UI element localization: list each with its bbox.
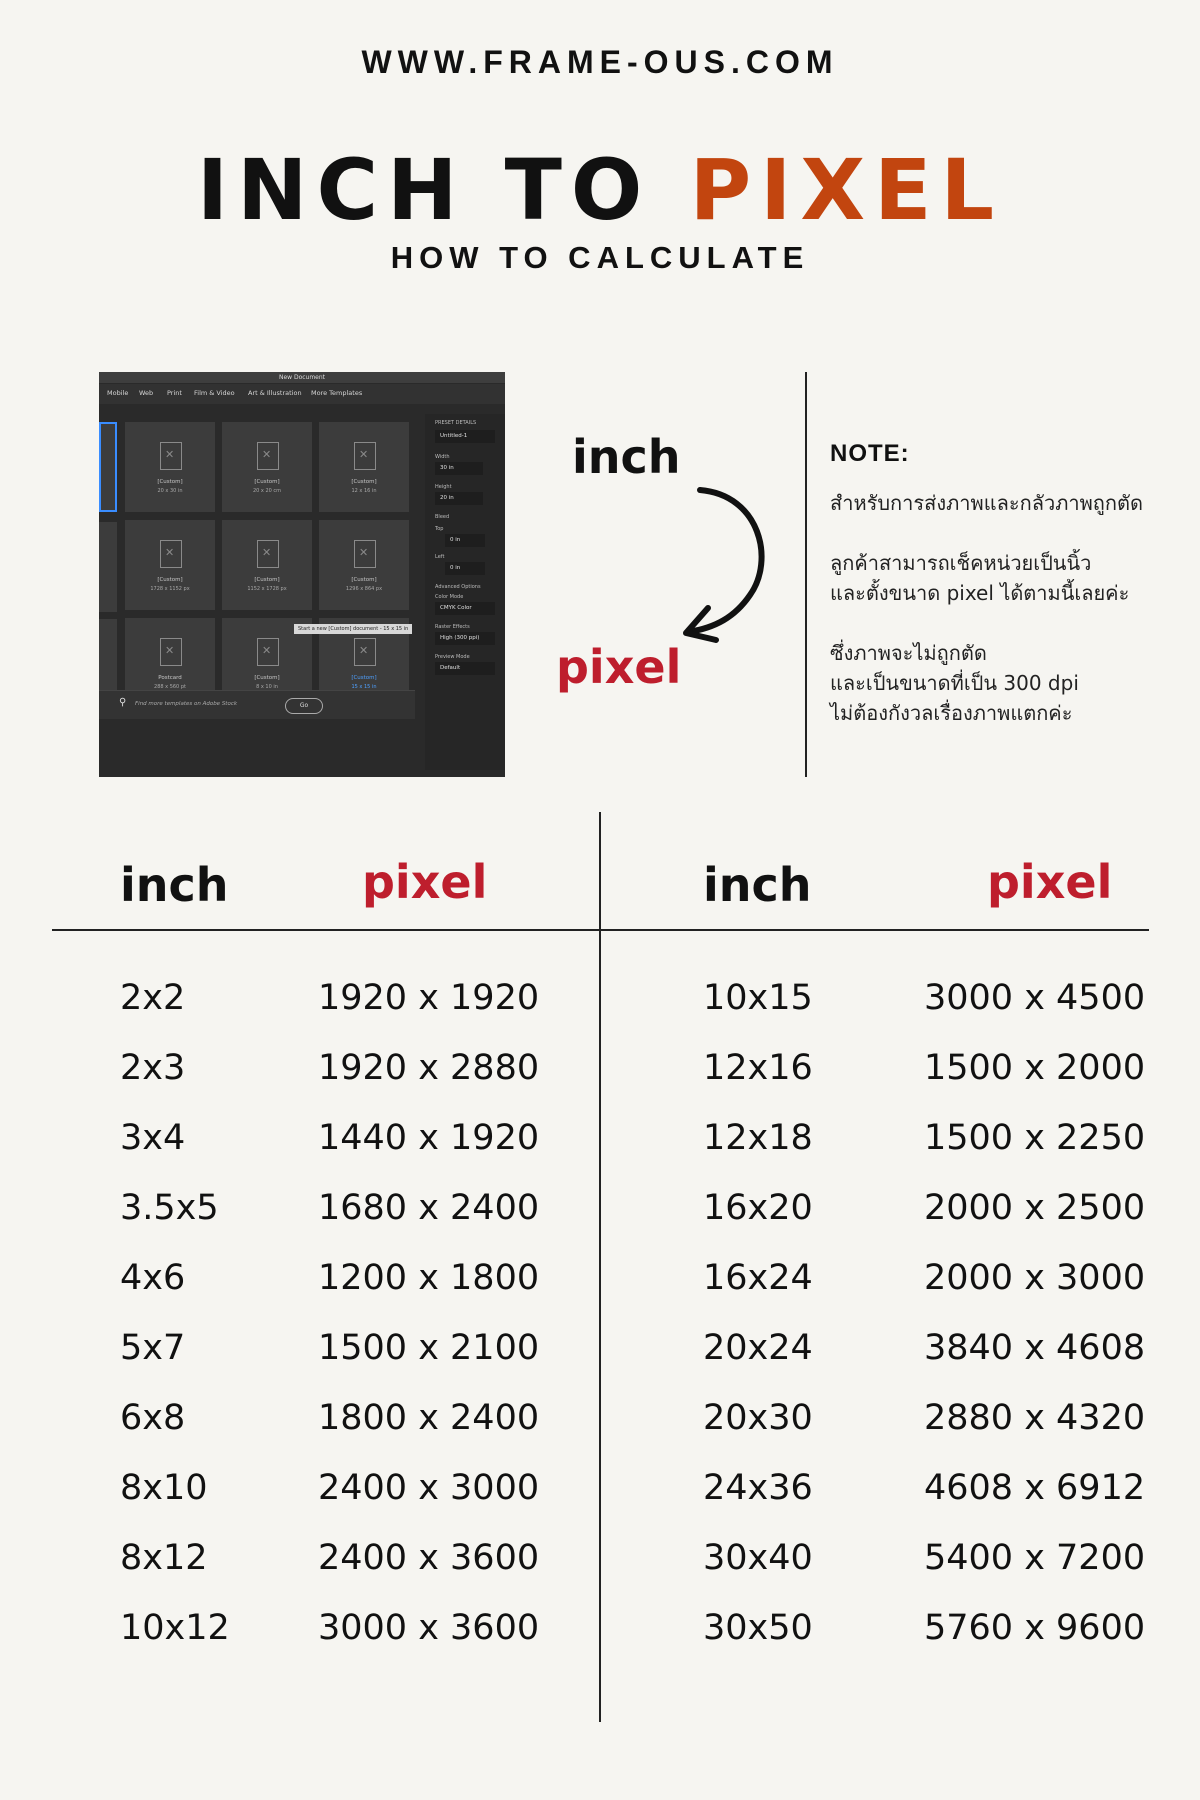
tile-size: 15 x 15 in (351, 684, 377, 690)
cell-pixel: 3000 x 3600 (318, 1608, 540, 1648)
title-part-1: INCH TO (196, 141, 690, 239)
title-part-2: PIXEL (689, 141, 1004, 239)
width-field[interactable]: 30 in (435, 462, 483, 475)
raster-effects-label: Raster Effects (435, 624, 470, 630)
color-mode-label: Color Mode (435, 594, 464, 600)
document-icon (160, 442, 182, 470)
template-tile[interactable] (222, 520, 312, 610)
preview-mode-label: Preview Mode (435, 654, 470, 660)
template-tile-partial[interactable] (99, 422, 117, 512)
cell-inch: 24x36 (703, 1468, 813, 1508)
note-heading: NOTE: (830, 440, 910, 467)
tab-web[interactable]: Web (139, 389, 154, 397)
table-header-rule (52, 929, 1149, 931)
diagram-pixel-label: pixel (556, 640, 682, 694)
cell-inch: 8x12 (120, 1538, 208, 1578)
window-title: New Document (99, 372, 505, 383)
tile-label: [Custom] (254, 479, 280, 485)
tile-label: [Custom] (254, 675, 280, 681)
template-tile-partial[interactable] (99, 522, 117, 612)
cell-inch: 12x18 (703, 1118, 813, 1158)
go-button[interactable]: Go (285, 698, 323, 714)
note-line: และตั้งขนาด pixel ได้ตามนี้เลยค่ะ (830, 581, 1130, 605)
new-document-screenshot (99, 372, 505, 777)
note-line: ลูกค้าสามารถเช็คหน่วยเป็นนิ้ว (830, 551, 1092, 575)
cell-inch: 3.5x5 (120, 1188, 219, 1228)
cell-pixel: 1500 x 2000 (924, 1048, 1146, 1088)
tile-size: 20 x 30 in (157, 488, 183, 494)
cell-inch: 30x50 (703, 1608, 813, 1648)
document-icon (257, 638, 279, 666)
divider (805, 372, 807, 777)
search-icon: ⚲ (119, 697, 127, 708)
left-col-pixel-header: pixel (362, 855, 488, 909)
tile-label: [Custom] (157, 577, 183, 583)
page-subtitle: HOW TO CALCULATE (390, 240, 810, 275)
cell-inch: 20x24 (703, 1328, 813, 1368)
cell-pixel: 1800 x 2400 (318, 1398, 540, 1438)
preset-tabs (99, 384, 505, 404)
document-icon (354, 638, 376, 666)
template-grid (99, 414, 431, 724)
cell-pixel: 5400 x 7200 (924, 1538, 1146, 1578)
cell-pixel: 1920 x 1920 (318, 978, 540, 1018)
tile-label: [Custom] (351, 577, 377, 583)
search-input[interactable]: Find more templates on Adobe Stock (135, 701, 238, 707)
height-field[interactable]: 20 in (435, 492, 483, 505)
cell-pixel: 1500 x 2250 (924, 1118, 1146, 1158)
cell-pixel: 3000 x 4500 (924, 978, 1146, 1018)
cell-pixel: 2880 x 4320 (924, 1398, 1146, 1438)
tab-print[interactable]: Print (167, 389, 182, 397)
template-tile[interactable] (222, 422, 312, 512)
color-mode-select[interactable]: CMYK Color (435, 602, 495, 615)
cell-pixel: 1920 x 2880 (318, 1048, 540, 1088)
tile-label: [Custom] (351, 675, 377, 681)
cell-inch: 20x30 (703, 1398, 813, 1438)
cell-pixel: 4608 x 6912 (924, 1468, 1146, 1508)
cell-pixel: 1500 x 2100 (318, 1328, 540, 1368)
cell-pixel: 1200 x 1800 (318, 1258, 540, 1298)
right-col-inch-header: inch (703, 858, 812, 912)
tab-more-templates[interactable]: More Templates (311, 389, 363, 397)
cell-inch: 8x10 (120, 1468, 208, 1508)
diagram-inch-label: inch (572, 430, 681, 484)
cell-inch: 3x4 (120, 1118, 186, 1158)
cell-inch: 2x2 (120, 978, 186, 1018)
tile-label: [Custom] (254, 577, 280, 583)
tab-mobile[interactable]: Mobile (107, 389, 129, 397)
page-title (0, 141, 1200, 239)
raster-effects-select[interactable]: High (300 ppi) (435, 632, 495, 645)
cell-pixel: 2400 x 3000 (318, 1468, 540, 1508)
tile-size: 288 x 560 pt (154, 684, 186, 690)
left-col-inch-header: inch (120, 858, 229, 912)
note-line: ซึ่งภาพจะไม่ถูกตัด (830, 641, 987, 665)
preview-mode-select[interactable]: Default (435, 662, 495, 675)
curved-arrow-icon (670, 480, 780, 650)
tile-size: 1728 x 1152 px (150, 586, 190, 592)
postcard-icon (160, 638, 182, 666)
cell-pixel: 2400 x 3600 (318, 1538, 540, 1578)
cell-inch: 6x8 (120, 1398, 186, 1438)
panel-heading: PRESET DETAILS (435, 420, 477, 426)
template-tile[interactable] (319, 422, 409, 512)
tab-art-illustration[interactable]: Art & Illustration (248, 389, 302, 397)
right-col-pixel-header: pixel (987, 855, 1113, 909)
tile-label: [Custom] (157, 479, 183, 485)
cell-pixel: 1440 x 1920 (318, 1118, 540, 1158)
document-icon (354, 540, 376, 568)
tile-label: Postcard (158, 675, 182, 681)
cell-pixel: 2000 x 3000 (924, 1258, 1146, 1298)
template-tile[interactable] (125, 422, 215, 512)
bleed-left-field[interactable]: 0 in (445, 562, 485, 575)
document-icon (257, 442, 279, 470)
tile-size: 12 x 16 in (351, 488, 377, 494)
table-column-divider (599, 812, 601, 1722)
preset-details-panel (425, 414, 505, 770)
width-label: Width (435, 454, 450, 460)
cell-pixel: 3840 x 4608 (924, 1328, 1146, 1368)
note-line: และเป็นขนาดที่เป็น 300 dpi (830, 671, 1079, 695)
cell-inch: 10x12 (120, 1608, 230, 1648)
template-tile[interactable] (319, 520, 409, 610)
template-tile[interactable] (125, 520, 215, 610)
cell-inch: 16x24 (703, 1258, 813, 1298)
tile-label: [Custom] (351, 479, 377, 485)
note-line: ไม่ต้องกังวลเรื่องภาพแตกค่ะ (830, 701, 1073, 725)
cell-inch: 30x40 (703, 1538, 813, 1578)
height-label: Height (435, 484, 452, 490)
advanced-options-toggle[interactable]: Advanced Options (435, 584, 481, 590)
tooltip: Start a new [Custom] document - 15 x 15 in (294, 624, 412, 634)
left-label: Left (435, 554, 445, 560)
cell-inch: 4x6 (120, 1258, 186, 1298)
document-icon (354, 442, 376, 470)
cell-pixel: 5760 x 9600 (924, 1608, 1146, 1648)
cell-pixel: 1680 x 2400 (318, 1188, 540, 1228)
document-icon (160, 540, 182, 568)
site-url: WWW.FRAME-OUS.COM (361, 44, 839, 80)
cell-inch: 10x15 (703, 978, 813, 1018)
tile-size: 8 x 10 in (256, 684, 278, 690)
document-name-field[interactable]: Untitled-1 (435, 430, 495, 443)
document-icon (257, 540, 279, 568)
cell-inch: 12x16 (703, 1048, 813, 1088)
note-line: สำหรับการส่งภาพและกลัวภาพถูกตัด (830, 491, 1143, 515)
tile-size: 20 x 20 cm (252, 488, 282, 494)
cell-inch: 2x3 (120, 1048, 186, 1088)
cell-pixel: 2000 x 2500 (924, 1188, 1146, 1228)
tile-size: 1296 x 864 px (345, 586, 383, 592)
cell-inch: 16x20 (703, 1188, 813, 1228)
tile-size: 1152 x 1728 px (247, 586, 287, 592)
template-search-bar (99, 690, 415, 719)
bleed-top-field[interactable]: 0 in (445, 534, 485, 547)
top-label: Top (435, 526, 444, 532)
tab-film-video[interactable]: Film & Video (194, 389, 235, 397)
bleed-label: Bleed (435, 514, 450, 520)
cell-inch: 5x7 (120, 1328, 186, 1368)
